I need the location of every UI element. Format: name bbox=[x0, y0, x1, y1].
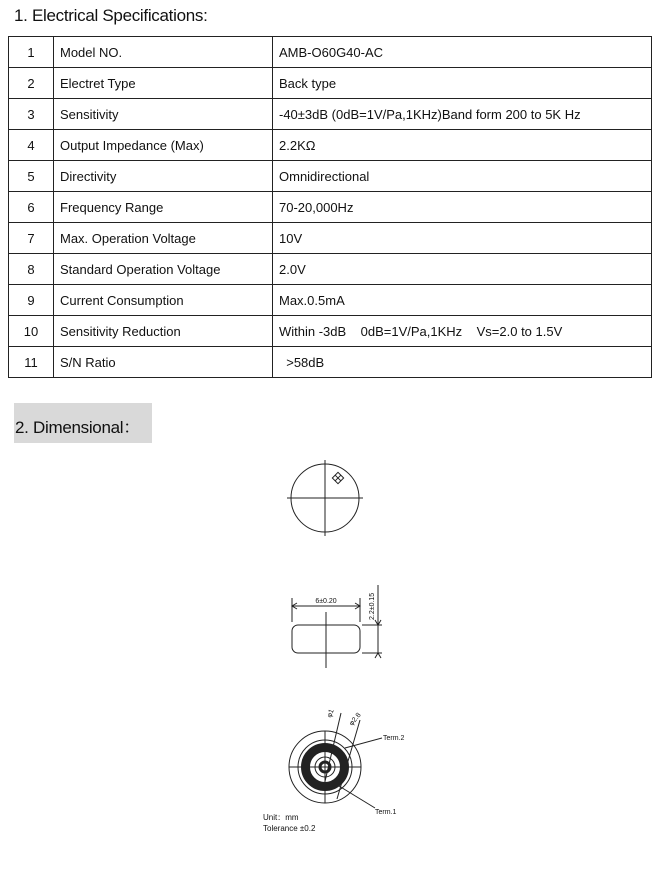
spec-item: Max. Operation Voltage bbox=[54, 223, 273, 254]
spec-number: 10 bbox=[9, 316, 54, 347]
unit-label: Unit：mm bbox=[263, 813, 299, 822]
spec-item: Output Impedance (Max) bbox=[54, 130, 273, 161]
term1-label: Term.1 bbox=[375, 809, 397, 816]
spec-number: 8 bbox=[9, 254, 54, 285]
spec-number: 3 bbox=[9, 99, 54, 130]
spec-value: >58dB bbox=[273, 347, 652, 378]
spec-value: AMB-O60G40-AC bbox=[273, 37, 652, 68]
spec-value: 10V bbox=[273, 223, 652, 254]
inner-diameter-label: φ1 bbox=[326, 708, 336, 719]
tolerance-label: Tolerance ±0.2 bbox=[263, 824, 316, 833]
spec-value: 70-20,000Hz bbox=[273, 192, 652, 223]
section-2-title: 2. Dimensional： bbox=[15, 418, 140, 437]
height-dimension-label: 2.2±0.15 bbox=[369, 592, 376, 620]
spec-item: Frequency Range bbox=[54, 192, 273, 223]
spec-number: 7 bbox=[9, 223, 54, 254]
spec-value: Max.0.5mA bbox=[273, 285, 652, 316]
spec-item: Directivity bbox=[54, 161, 273, 192]
spec-number: 6 bbox=[9, 192, 54, 223]
outer-diameter-label: φ2.8 bbox=[348, 711, 363, 728]
top-view bbox=[287, 460, 363, 536]
spec-number: 2 bbox=[9, 68, 54, 99]
spec-number: 5 bbox=[9, 161, 54, 192]
spec-item: S/N Ratio bbox=[54, 347, 273, 378]
acoustic-hole-mark-icon bbox=[332, 472, 343, 483]
bottom-view bbox=[289, 713, 382, 808]
width-dimension-label: 6±0.20 bbox=[315, 598, 337, 605]
spec-number: 9 bbox=[9, 285, 54, 316]
spec-value: 2.2KΩ bbox=[273, 130, 652, 161]
spec-value: Back type bbox=[273, 68, 652, 99]
spec-value: Omnidirectional bbox=[273, 161, 652, 192]
spec-item: Electret Type bbox=[54, 68, 273, 99]
spec-value: -40±3dB (0dB=1V/Pa,1KHz)Band form 200 to 5K Hz bbox=[273, 99, 652, 130]
spec-item: Model NO. bbox=[54, 37, 273, 68]
spec-number: 11 bbox=[9, 347, 54, 378]
spec-value: 2.0V bbox=[273, 254, 652, 285]
spec-item: Sensitivity bbox=[54, 99, 273, 130]
spec-value: Within -3dB 0dB=1V/Pa,1KHz Vs=2.0 to 1.5V bbox=[273, 316, 652, 347]
spec-item: Standard Operation Voltage bbox=[54, 254, 273, 285]
term2-label: Term.2 bbox=[383, 735, 405, 742]
spec-item: Sensitivity Reduction bbox=[54, 316, 273, 347]
section-1-title: 1. Electrical Specifications: bbox=[14, 6, 208, 25]
spec-number: 4 bbox=[9, 130, 54, 161]
spec-number: 1 bbox=[9, 37, 54, 68]
spec-item: Current Consumption bbox=[54, 285, 273, 316]
